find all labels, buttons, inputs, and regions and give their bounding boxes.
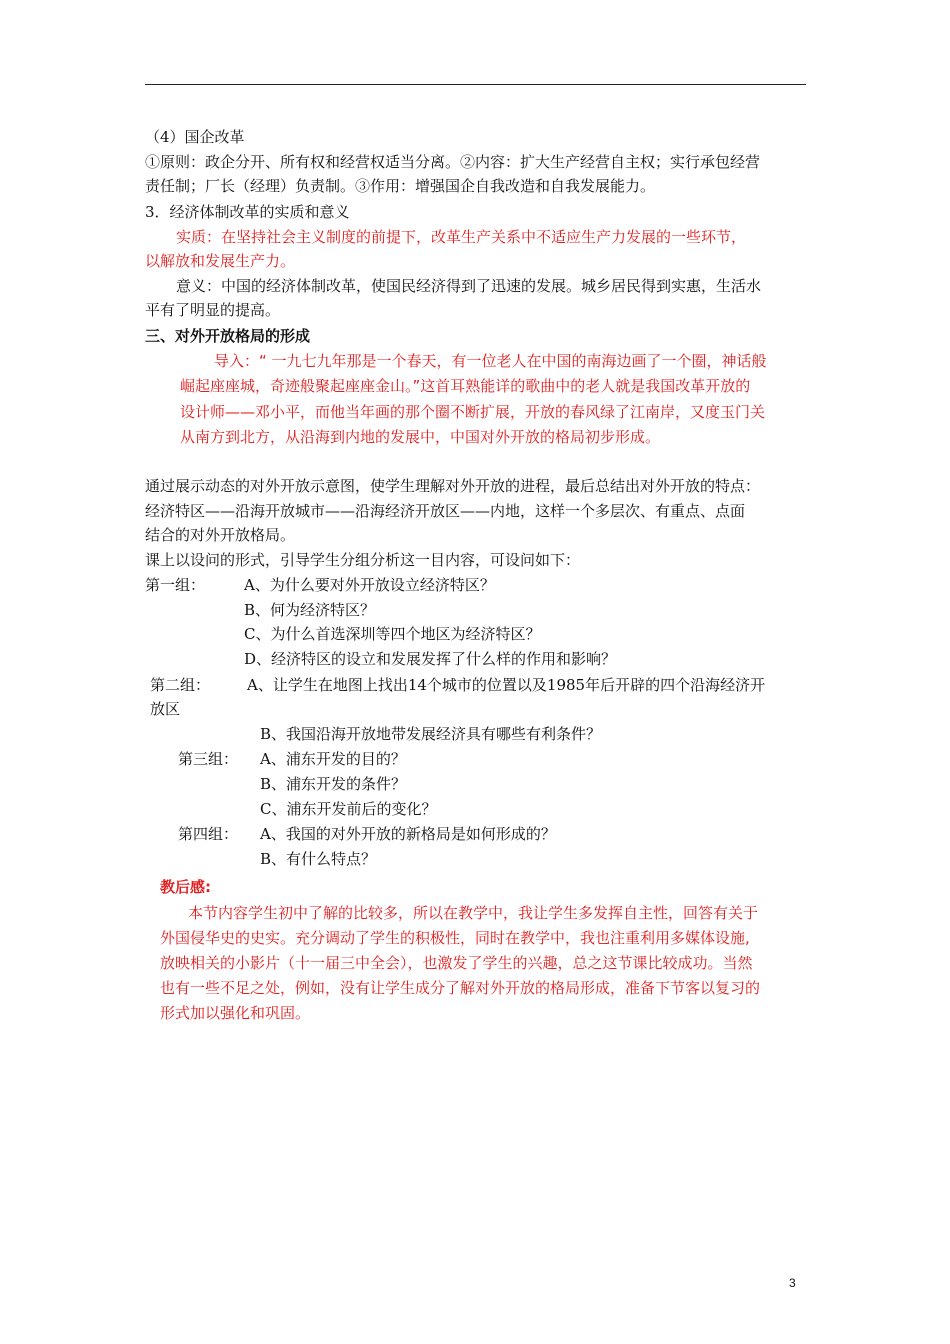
body-line-4: 课上以设问的形式，引导学生分组分析这一目内容，可设问如下：	[145, 551, 581, 569]
reflection-line-3: 放映相关的小影片（十一届三中全会），也激发了学生的兴趣，总之这节课比较成功。当然	[160, 954, 753, 972]
body-line-3: 结合的对外开放格局。	[145, 526, 296, 544]
group2-question-a: A、让学生在地图上找出14个城市的位置以及1985年后开辟的四个沿海经济开	[247, 676, 766, 694]
body-line-1: 通过展示动态的对外开放示意图，使学生理解对外开放的进程，最后总结出对外开放的特点：	[145, 477, 761, 495]
sec3-title: 3．经济体制改革的实质和意义	[145, 203, 350, 221]
group1-label: 第一组：	[145, 576, 206, 594]
page-number: 3	[789, 1276, 796, 1290]
intro-line-2: 崛起座座城，奇迹般聚起座座金山。”这首耳熟能详的歌曲中的老人就是我国改革开放的	[180, 377, 751, 395]
group3-question-b: B、浦东开发的条件？	[260, 775, 407, 793]
group2-question-a-cont: 放区	[150, 700, 181, 718]
part3-heading: 三、对外开放格局的形成	[145, 327, 311, 345]
essence-line-2: 以解放和发展生产力。	[145, 252, 296, 270]
group1-question-a: A、为什么要对外开放设立经济特区？	[244, 576, 495, 594]
group4-question-b: B、有什么特点？	[260, 850, 377, 868]
reflection-line-4: 也有一些不足之处，例如，没有让学生成分了解对外开放的格局形成，准备下节客以复习的	[160, 979, 761, 997]
meaning-line-2: 平有了明显的提高。	[145, 301, 281, 319]
sec4-title: （4）国企改革	[145, 128, 245, 146]
group1-question-c: C、为什么首选深圳等四个地区为经济特区？	[244, 625, 541, 643]
reflection-line-5: 形式加以强化和巩固。	[160, 1004, 311, 1022]
header-rule	[145, 84, 806, 85]
group1-question-b: B、何为经济特区？	[244, 601, 376, 619]
group1-question-d: D、经济特区的设立和发展发挥了什么样的作用和影响？	[244, 650, 617, 668]
intro-line-1: 导入：“ 一九七九年那是一个春天，有一位老人在中国的南海边画了一个圈，神话般	[214, 352, 767, 370]
meaning-line-1: 意义：中国的经济体制改革，使国民经济得到了迅速的发展。城乡居民得到实惠，生活水	[176, 277, 762, 295]
sec4-line-1: ①原则：政企分开、所有权和经营权适当分离。②内容：扩大生产经营自主权；实行承包经营	[145, 153, 761, 171]
group3-question-c: C、浦东开发前后的变化？	[260, 800, 437, 818]
essence-line-1: 实质：在坚持社会主义制度的前提下，改革生产关系中不适应生产力发展的一些环节，	[176, 228, 747, 246]
sec4-line-2: 责任制；厂长（经理）负责制。③作用：增强国企自我改造和自我发展能力。	[145, 177, 656, 195]
intro-line-4: 从南方到北方，从沿海到内地的发展中，中国对外开放的格局初步形成。	[180, 428, 661, 446]
reflection-line-2: 外国侵华史的史实。充分调动了学生的积极性，同时在教学中，我也注重利用多媒体设施,	[160, 929, 750, 947]
group3-label: 第三组：	[178, 750, 239, 768]
group4-question-a: A、我国的对外开放的新格局是如何形成的？	[260, 825, 556, 843]
reflection-title: 教后感:	[160, 878, 211, 896]
body-line-2: 经济特区——沿海开放城市——沿海经济开放区——内地，这样一个多层次、有重点、点面	[145, 502, 746, 520]
reflection-line-1: 本节内容学生初中了解的比较多，所以在教学中，我让学生多发挥自主性，回答有关于	[188, 904, 759, 922]
group4-label: 第四组：	[178, 825, 239, 843]
group2-question-b: B、我国沿海开放地带发展经济具有哪些有利条件？	[260, 725, 602, 743]
group2-label: 第二组：	[150, 676, 211, 694]
intro-line-3: 设计师——邓小平，而他当年画的那个圈不断扩展，开放的春风绿了江南岸，又度玉门关	[180, 403, 766, 421]
group3-question-a: A、浦东开发的目的？	[260, 750, 406, 768]
